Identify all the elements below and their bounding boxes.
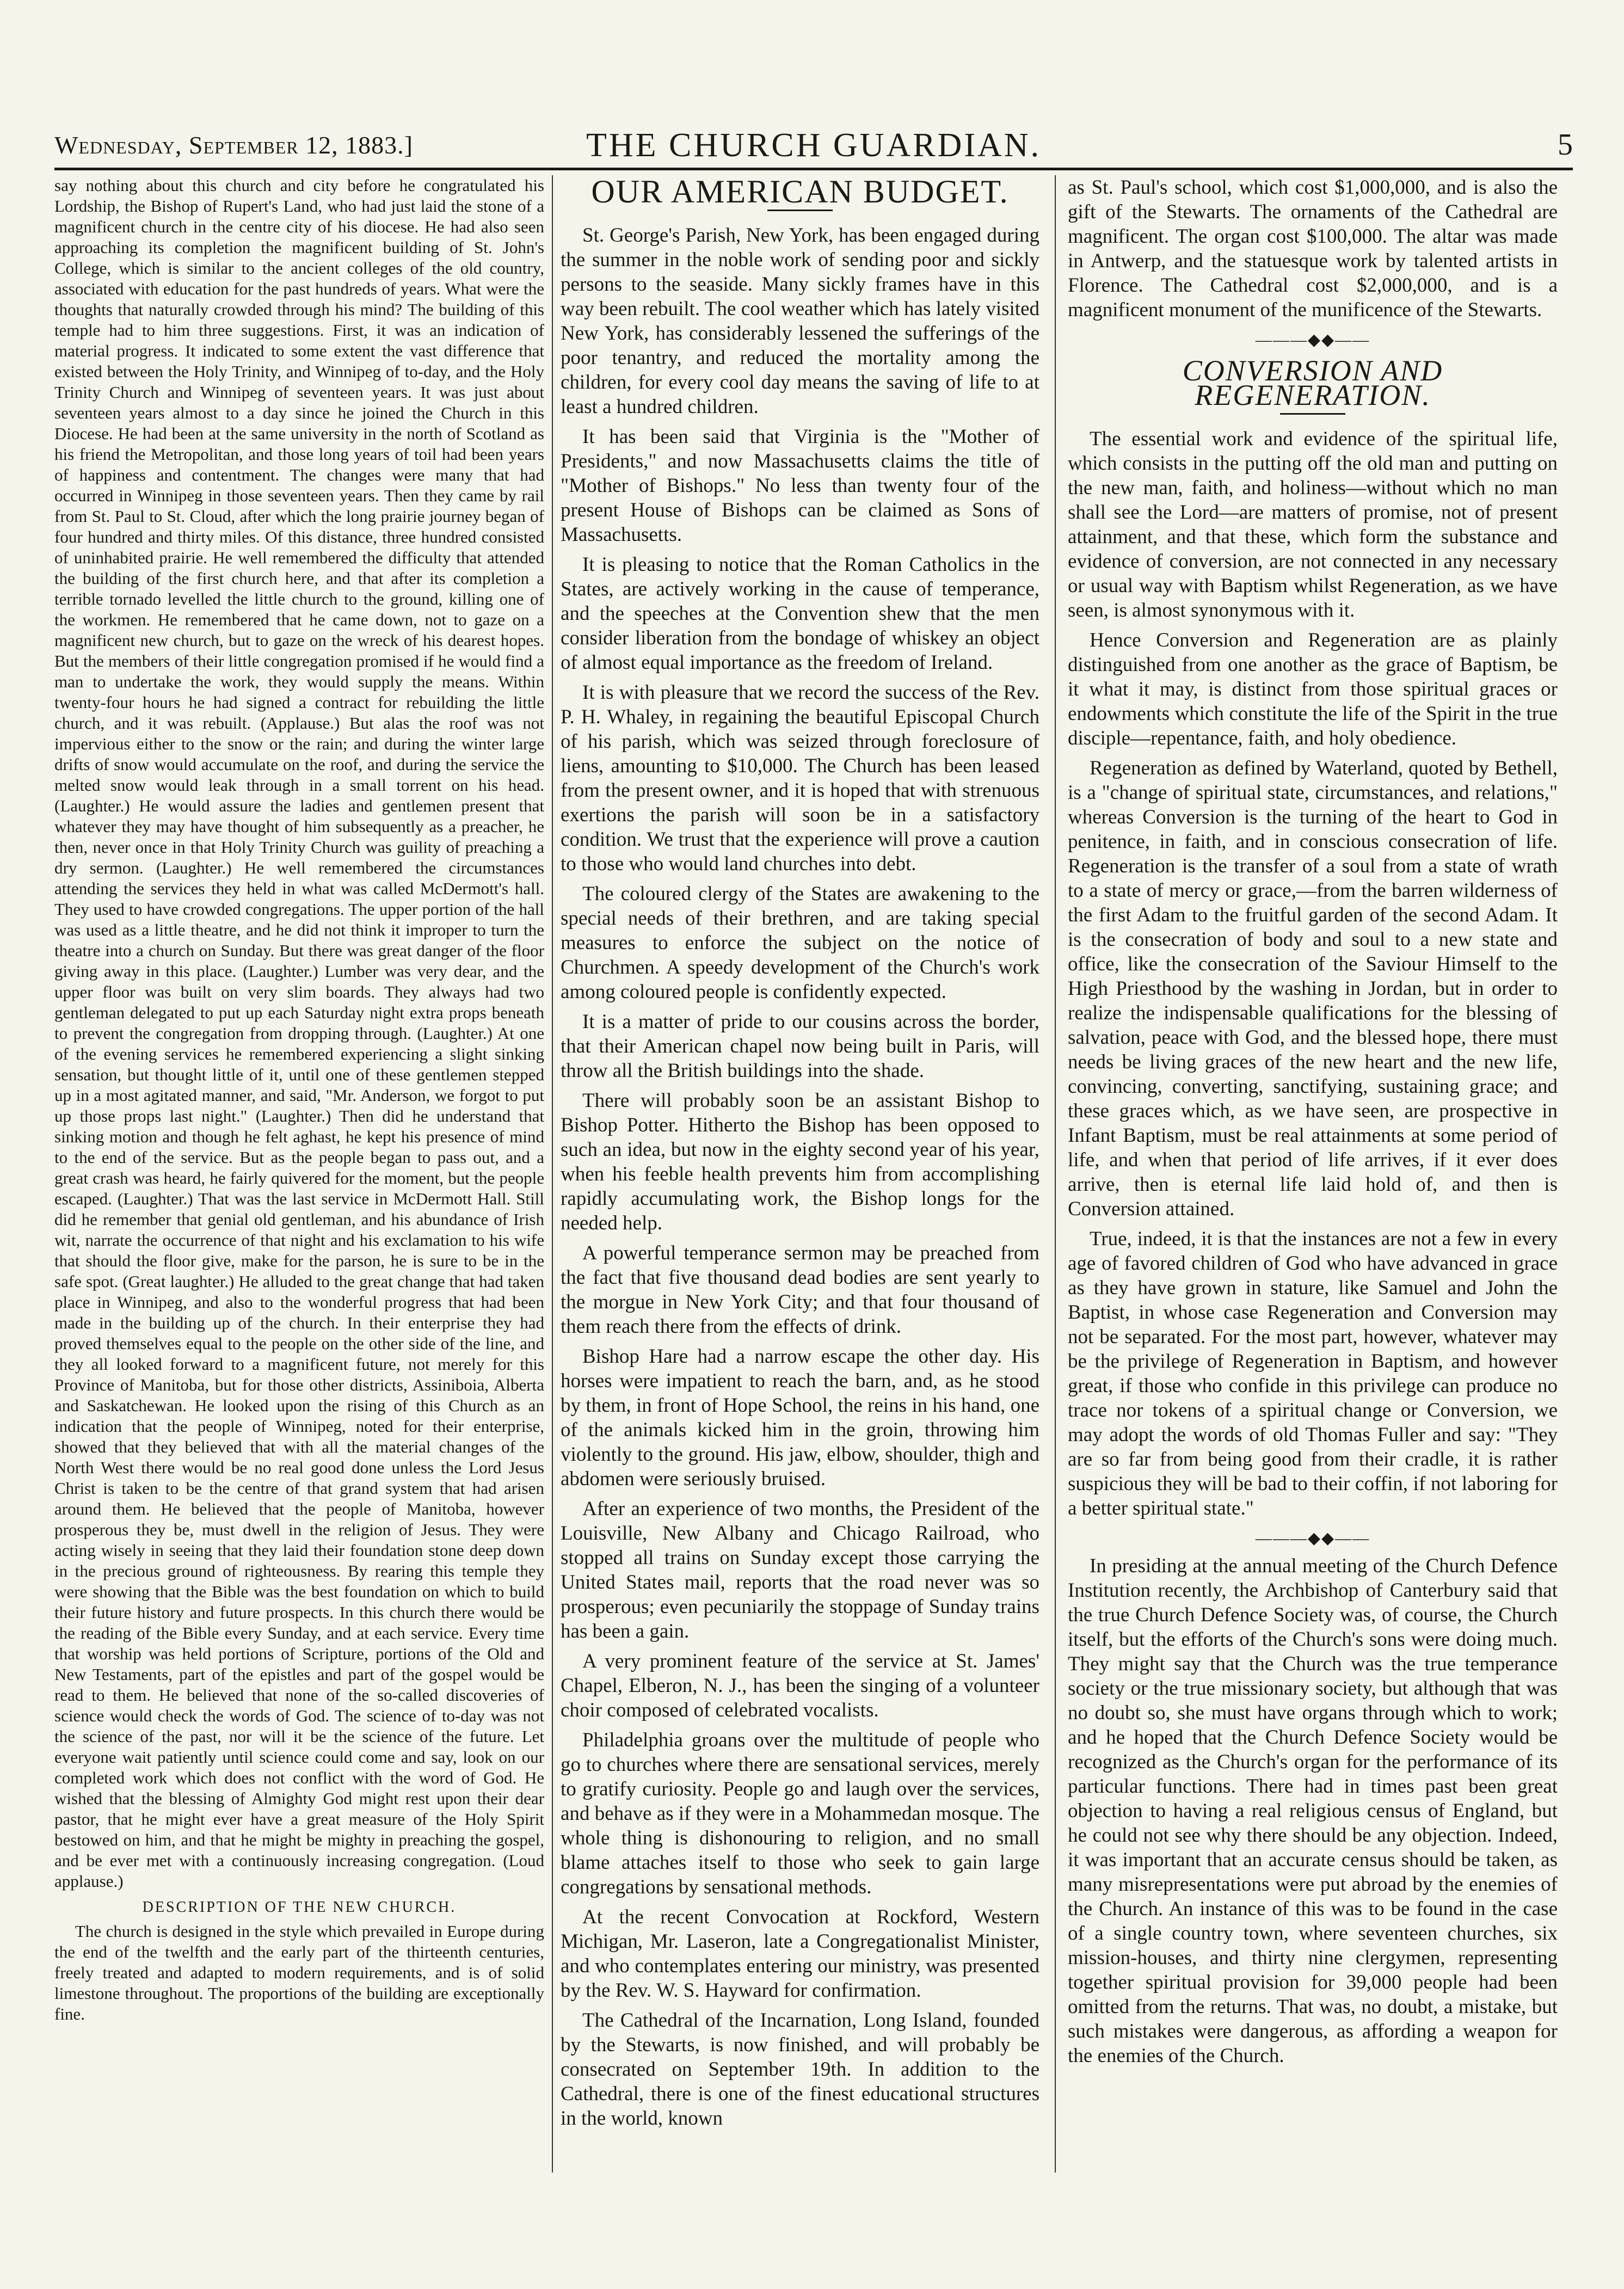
paragraph: There will probably soon be an assistant Bishop to Bishop Potter. Hitherto the Bishop has been opposed to such an idea, but now in the eighty second year of his year, when his feeble health prevents him from accomplishing rapidly accumulating work, the Bishop longs for the needed help. [561, 1090, 1039, 1234]
paragraph: as St. Paul's school, which cost $1,000,000, and is also the gift of the Stewarts. The ornaments of the Cathedral are magnificent. The organ cost $100,000. The altar was made in Antwerp, and the statuesque work by talented artists in Florence. The Cathedral cost $2,000,000, and is a magnificent monument of the munificence of the Stewarts. [1068, 176, 1558, 321]
ornament-divider: ———◆◆—— [1255, 1529, 1370, 1547]
paragraph: In presiding at the annual meeting of the Church Defence Institution recently, the Archbishop of Canterbury said that the true Church Defence Society was, of course, the Church itself, but the efforts of the Church's sons were doing much. They might say that the Church was the true temperance society or the true missionary society, but although that was no doubt so, she must have organs through which to work; and he hoped that the Church Defence Society would be recognized as the Church's organ for the performance of its particular functions. There had in times past been great objection to having a real religious census of England, but he could not see why there should be any objection. Indeed, it was important that an accurate census should be taken, as many misrepresentations were put abroad by the enemies of the Church. An instance of this was to be found in the case of a single country town, where seventeen churches, six mission-houses, and thirty nine clergymen, representing together spiritual provision for 39,000 people had been omitted from the returns. That was, no doubt, a mistake, but such mistakes were dangerous, as affording a weapon for the enemies of the Church. [1068, 1555, 1558, 2067]
paragraph: The Cathedral of the Incarnation, Long Island, founded by the Stewarts, is now finished, and will probably be consecrated on September 19th. In addition to the Cathedral, there is one of the finest educational structures in the world, known [561, 2009, 1039, 2130]
page-header [54, 126, 1573, 170]
column-divider [552, 175, 553, 2173]
header-rule [54, 168, 1573, 170]
paragraph: Philadelphia groans over the multitude of people who go to churches where there are sensational services, merely to gratify curiosity. People go and laugh over the services, and behave as if they were in a Mohammedan mosque. The whole thing is dishonouring to religion, and no small blame attaches itself to those who seek to gain large congregations by sensational methods. [561, 1729, 1039, 1898]
column-3 [1068, 175, 1558, 2073]
section-subheading: DESCRIPTION OF THE NEW CHURCH. [142, 1899, 457, 1916]
paragraph: It is with pleasure that we record the success of the Rev. P. H. Whaley, in regaining the beautiful Episcopal Church of his parish, which was seized through foreclosure of liens, amounting to $10,000. The Church has been leased from the present owner, and it is hoped that with strenuous exertions the parish will soon be in a satisfactory condition. We trust that the experience will prove a caution to those who would land churches into debt. [561, 681, 1039, 875]
paragraph: It is a matter of pride to our cousins across the border, that their American chapel now being built in Paris, will throw all the British buildings into the shade. [561, 1011, 1039, 1082]
paragraph: It has been said that Virginia is the "Mother of Presidents," and now Massachusetts claims the title of "Mother of Bishops." No less than twenty four of the present House of Bishops can be claimed as Sons of Massachusetts. [561, 426, 1039, 546]
column-divider [1055, 175, 1056, 2173]
paragraph: Regeneration as defined by Waterland, quoted by Bethell, is a "change of spiritual state, circumstances, and relations," whereas Conversion is the turning of the heart to God in penitence, in faith, and in conscious consecration of life. Regeneration is the transfer of a soul from a state of wrath to a state of mercy or grace,—from the barren wilderness of the first Adam to the fruitful garden of the second Adam. It is the consecration of body and soul to a new state and office, like the consecration of the Saviour Himself to the High Priesthood by the washing in Jordan, but in order to realize the indispensable qualifications for the blessing of salvation, peace with God, and the blessed hope, there must needs be living graces of the new heart and the new life, convincing, converting, sanctifying, sustaining grace; and these graces which, as we have seen, are prospective in Infant Baptism, must be real attainments at some period of life, and when that period of life arrives, if it ever does arrive, then is eternal life laid hold of, and then is Conversion attained. [1068, 757, 1558, 1220]
heading-rule [767, 210, 833, 211]
paragraph: At the recent Convocation at Rockford, Western Michigan, Mr. Laseron, late a Congregationalist Minister, and who contemplates entering our ministry, was presented by the Rev. W. S. Hayward for confirmation. [561, 1906, 1039, 2002]
paragraph: The essential work and evidence of the spiritual life, which consists in the putting off the old man and putting on the new man, faith, and holiness—without which no man shall see the Lord—are matters of promise, not of present attainment, and that these, which form the substance and evidence of conversion, are not connected in any necessary or usual way with Baptism whilst Regeneration, as we have seen, is almost synonymous with it. [1068, 428, 1558, 622]
paragraph: Hence Conversion and Regeneration are as plainly distinguished from one another as the grace of Baptism, be it what it may, is distinct from those spiritual graces or endowments which constitute the life of the Spirit in the true disciple—repentance, faith, and holy obedience. [1068, 629, 1558, 749]
section-heading: OUR AMERICAN BUDGET. [591, 175, 1009, 210]
page-number: 5 [1558, 128, 1573, 162]
paragraph: say nothing about this church and city before he congratulated his Lordship, the Bishop of Rupert's Land, who had just laid the stone of a magnificent church in the centre city of his diocese. He had also seen approaching its completion the magnificent building of St. John's College, which is similar to the ancient colleges of the old country, associated with education for the past hundreds of years. What were the thoughts that naturally crowded through his mind? The building of this temple had to him three suggestions. First, it was an indication of material progress. It indicated to some extent the vast difference that existed between the Holy Trinity, and Winnipeg of to-day, and the Holy Trinity Church and Winnipeg of seventeen years. It was just about seventeen years almost to a day since he joined the Church in this Diocese. He had been at the same university in the north of Scotland as his friend the Metropolitan, and those long years of toil had been years of happiness and contentment. The changes were many that had occurred in Winnipeg in those seventeen years. Then they came by rail from St. Paul to St. Cloud, after which the long prairie journey began of four hundred and thirty miles. Of this distance, three hundred consisted of uninhabited prairie. He well remembered the difficulty that attended the building of the first church here, and that after its completion a terrible tornado levelled the little church to the ground, killing one of the workmen. He remembered that he came down, not to gaze on a magnificent new church, but to gaze on the wreck of his dearest hopes. But the members of their little congregation promised if he would find a man to undertake the work, they would supply the means. Within twenty-four hours he had signed a contract for rebuilding the little church, and it was rebuilt. (Applause.) But alas the roof was not impervious either to the snow or the rain; and during the winter large drifts of snow would accumulate on the roof, and during the service the melted snow would leak through in a small torrent on his head. (Laughter.) He would assure the ladies and gentlemen present that whatever they may have thought of him subsequently as a preacher, he then, never once in that Holy Trinity Church was guility of preaching a dry sermon. (Laughter.) He well remembered the circumstances attending the services they held in what was called McDermott's hall. They used to have crowded congregations. The upper portion of the hall was used as a little theatre, and he did not think it improper to turn the theatre into a church on Sunday. But there was great danger of the floor giving away in this place. (Laughter.) Lumber was very dear, and the upper floor was built on very slim boards. They always had two gentleman delegated to put up each Saturday night extra props beneath to prevent the congregation from dropping through. (Laughter.) At one of the evening services he remembered experiencing a slight sinking sensation, but thought little of it, until one of these gentlemen stepped up in a most agitated manner, and said, "Mr. Anderson, we forgot to put up those props last night." (Laughter.) Then did he understand that sinking motion and though he felt aghast, he kept his presence of mind to the end of the service. But as the people began to pass out, and a great crash was heard, he fairly quivered for the moment, but the people escaped. (Laughter.) That was the last service in McDermott Hall. Still did he remember that genial old gentleman, and his abundance of Irish wit, narrate the occurrence of that night and his exclamation to his wife that should the floor give, make for the parson, he is sure to be in the safe spot. (Great laughter.) He alluded to the great change that had taken place in Winnipeg, and also to the wonderful progress that had been made in the building up of the church. In their enterprise they had proved themselves equal to the people on the other side of the line, and they all looked forward to a magnificent future, not merely for this Province of Manitoba, but for those other districts, Assiniboia, Alberta and Saskatchewan. He looked upon the rising of this Church as an indication that the people of Winnipeg, noted for their enterprise, showed that they believed that with all the material changes of the North West there would be no real good done unless the Lord Jesus Christ is taken to be the centre of that grand system that had arisen around them. He believed that the people of Manitoba, however prosperous they be, must dwell in the religion of Jesus. They were acting wisely in seeing that they laid their foundation stone deep down in the precious ground of righteousness. By rearing this temple they were showing that the Bible was the best foundation on which to build their future history and future prospects. In this church there would be the reading of the Bible every Sunday, and at each service. Every time that worship was held portions of Scripture, portions of the Old and New Testaments, part of the epistles and part of the gospel would be read to them. He believed that none of the so-called discoveries of science would check the words of God. The science of to-day was not the science of the past, nor will it be the science of the future. Let everyone wait patiently until science could come and say, look on our completed work which does not conflict with the word of God. He wished that the blessing of Almighty God might rest upon their dear pastor, that he might ever have a great measure of the Holy Spirit bestowed on him, and that he might be mighty in preaching the gospel, and be ever met with a continuously increasing congregation. (Loud applause.) [54, 176, 544, 1891]
paragraph: A very prominent feature of the service at St. James' Chapel, Elberon, N. J., has been the singing of a volunteer choir composed of celebrated vocalists. [561, 1650, 1039, 1721]
paragraph: It is pleasing to notice that the Roman Catholics in the States, are actively working in the cause of temperance, and the speeches at the Convention shew that the men consider liberation from the bondage of whiskey an object of almost equal importance as the freedom of Ireland. [561, 553, 1039, 674]
paragraph: The church is designed in the style which prevailed in Europe during the end of the twelfth and the early part of the thirteenth centuries, freely treated and adapted to modern requirements, and is of solid limestone throughout. The proportions of the building are exceptionally fine. [54, 1922, 544, 2023]
paragraph: A powerful temperance sermon may be preached from the fact that five thousand dead bodies are sent yearly to the morgue in New York City; and that four thousand of them reach there from the effects of drink. [561, 1242, 1039, 1338]
masthead-title: THE CHURCH GUARDIAN. [586, 127, 1042, 164]
paragraph: The coloured clergy of the States are awakening to the special needs of their brethren, and are taking special measures to enforce the subject on the notice of Churchmen. A speedy development of the Church's work among coloured people is confidently expected. [561, 883, 1039, 1003]
column-2 [561, 175, 1039, 2136]
paragraph: True, indeed, it is that the instances are not a few in every age of favored children of God who have advanced in grace as they have grown in stature, like Samuel and John the Baptist, in whose case Regeneration and Conversion may not be separated. For the most part, however, whatever may be the privilege of Regeneration in Baptism, and however great, if those who confide in this privilege can produce no trace nor tokens of a spiritual change or Conversion, we may adopt the words of old Thomas Fuller and say: "They are so far from being good from their cradle, it is rather suspicious they will be bad to their coffin, if not laboring for a better spiritual state." [1068, 1228, 1558, 1519]
paragraph: After an experience of two months, the President of the Louisville, New Albany and Chicago Railroad, who stopped all trains on Sunday except those carrying the United States mail, reports that the road never was so prosperous; even pecuniarily the stoppage of Sunday trains has been a gain. [561, 1498, 1039, 1642]
section-heading: CONVERSION AND REGENERATION. [1182, 354, 1443, 411]
column-1 [54, 175, 544, 2025]
paragraph: St. George's Parish, New York, has been engaged during the summer in the noble work of sending poor and sickly persons to the seaside. Many sickly frames have in this way been rebuilt. The cool weather which has lately visited New York, has considerably lessened the sufferings of the poor tenantry, and reduced the mortality among the children, for every cool day means the saving of life to at least a hundred children. [561, 224, 1039, 418]
issue-date: Wednesday, September 12, 1883.] [54, 131, 413, 159]
ornament-divider: ———◆◆—— [1255, 331, 1370, 349]
heading-rule [1280, 413, 1345, 415]
paragraph: Bishop Hare had a narrow escape the other day. His horses were impatient to reach the barn, and, as he stood by them, in front of Hope School, the reins in his hand, one of the animals kicked him in the groin, throwing him violently to the ground. His jaw, elbow, shoulder, thigh and abdomen were seriously bruised. [561, 1345, 1039, 1490]
